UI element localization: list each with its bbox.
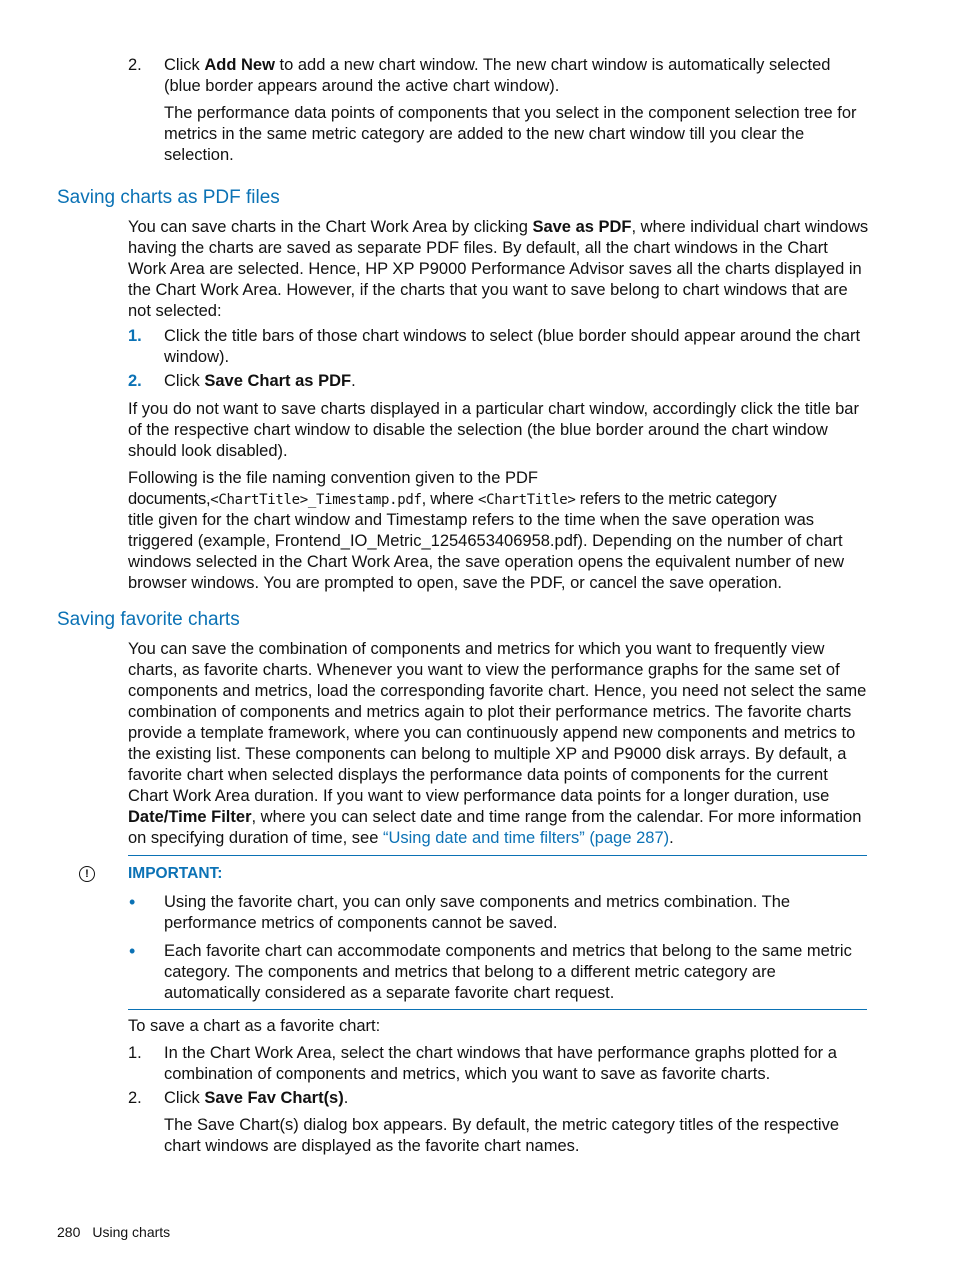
bullet-icon: • <box>129 941 136 961</box>
important-bottom-rule <box>128 1009 867 1010</box>
step-note: The performance data points of components that you select in the component selection tree for metrics in the same metric category are added to the new chart window till you clear the selection. <box>164 104 857 164</box>
step-text: In the Chart Work Area, select the chart windows that have performance graphs plotted for a combination of components and metrics, which you want to save as favorite charts. <box>164 1044 837 1083</box>
list-item: Using the favorite chart, you can only save components and metrics combination. The performance metrics of components cannot be saved. <box>164 893 791 932</box>
ui-label-save-as-pdf: Save as PDF <box>532 218 632 236</box>
step-number: 2. <box>128 56 142 74</box>
cross-reference-link[interactable]: “Using date and time filters” (page 287) <box>382 829 670 847</box>
ui-label-save-chart-as-pdf: Save Chart as PDF <box>204 372 352 390</box>
step-text: Click Add New to add a new chart window. The new chart window is automatically selected (blue border appears around the active chart window). <box>164 56 831 95</box>
ui-label-save-fav-charts: Save Fav Chart(s) <box>204 1089 344 1107</box>
step-text: Click the title bars of those chart windows to select (blue border should appear around the chart window). <box>164 327 861 366</box>
section-heading-favorites: Saving favorite charts <box>57 609 240 630</box>
section-heading-pdf: Saving charts as PDF files <box>57 187 280 208</box>
ui-label-add-new: Add New <box>204 56 275 74</box>
paragraph: documents,<ChartTitle>_Timestamp.pdf, where <ChartTitle> refers to the metric category <box>128 490 777 508</box>
step-text: Click Save Chart as PDF. <box>164 372 356 390</box>
step-number: 1. <box>128 327 142 345</box>
page-number: 280 <box>57 1224 81 1240</box>
bullet-icon: • <box>129 892 136 912</box>
step-text: Click Save Fav Chart(s). <box>164 1089 349 1107</box>
paragraph: title given for the chart window and Timestamp refers to the time when the save operation was triggered (example, Frontend_IO_Metric_1254653406958.pdf). Depending on the number of chart windows selected in the Chart Work Area, the save operation opens the equivalent number of new browser windows. You are prompted to open, save the PDF, or cancel the save operation. <box>128 511 845 592</box>
ui-label-date-time-filter: Date/Time Filter <box>128 808 252 826</box>
important-icon: ! <box>79 866 95 882</box>
footer-section-title: Using charts <box>92 1224 171 1240</box>
step-number: 2. <box>128 1089 142 1107</box>
paragraph: Following is the file naming convention given to the PDF <box>128 469 538 487</box>
code-charttitle: <ChartTitle> <box>477 492 576 508</box>
step-note: The Save Chart(s) dialog box appears. By default, the metric category titles of the respective chart windows are displayed as the favorite chart names. <box>164 1116 840 1155</box>
paragraph: To save a chart as a favorite chart: <box>128 1017 381 1035</box>
important-label: IMPORTANT: <box>128 865 223 882</box>
paragraph: You can save the combination of components and metrics for which you want to frequently view charts, as favorite charts. Whenever you want to view the performance graphs for the same set of components and metrics, load the corresponding favorite chart. Hence, you need not select the same combination of components and metrics again to plot their performance metrics. The favorite charts provide a template framework, where you can continuously append new components and metrics to the existing list. These components can belong to multiple XP and P9000 disk arrays. By default, a favorite chart when selected displays the performance data points of components for the current Chart Work Area duration. If you want to view performance data points for a longer duration, use Date/Time Filter, where you can select date and time range from the calendar. For more information on specifying duration of time, see “Using date and time filters” (page 287). <box>128 640 867 847</box>
code-filename: <ChartTitle>_Timestamp.pdf <box>210 492 422 508</box>
step-number: 1. <box>128 1044 142 1062</box>
paragraph: You can save charts in the Chart Work Area by clicking Save as PDF, where individual chart windows having the charts are saved as separate PDF files. By default, all the chart windows in the Chart Work Area are selected. Hence, HP XP P9000 Performance Advisor saves all the charts displayed in the Chart Work Area. However, if the charts that you want to save belong to chart windows that are not selected: <box>128 218 869 320</box>
important-top-rule <box>128 855 867 856</box>
step-number: 2. <box>128 372 142 390</box>
list-item: Each favorite chart can accommodate components and metrics that belong to the same metric category. The components and metrics that belong to a different metric category are automatically considered as a separate favorite chart request. <box>164 942 852 1002</box>
paragraph: If you do not want to save charts displayed in a particular chart window, accordingly click the title bar of the respective chart window to disable the selection (the blue border around the chart window should look disabled). <box>128 400 859 460</box>
page-footer <box>57 1222 170 1243</box>
